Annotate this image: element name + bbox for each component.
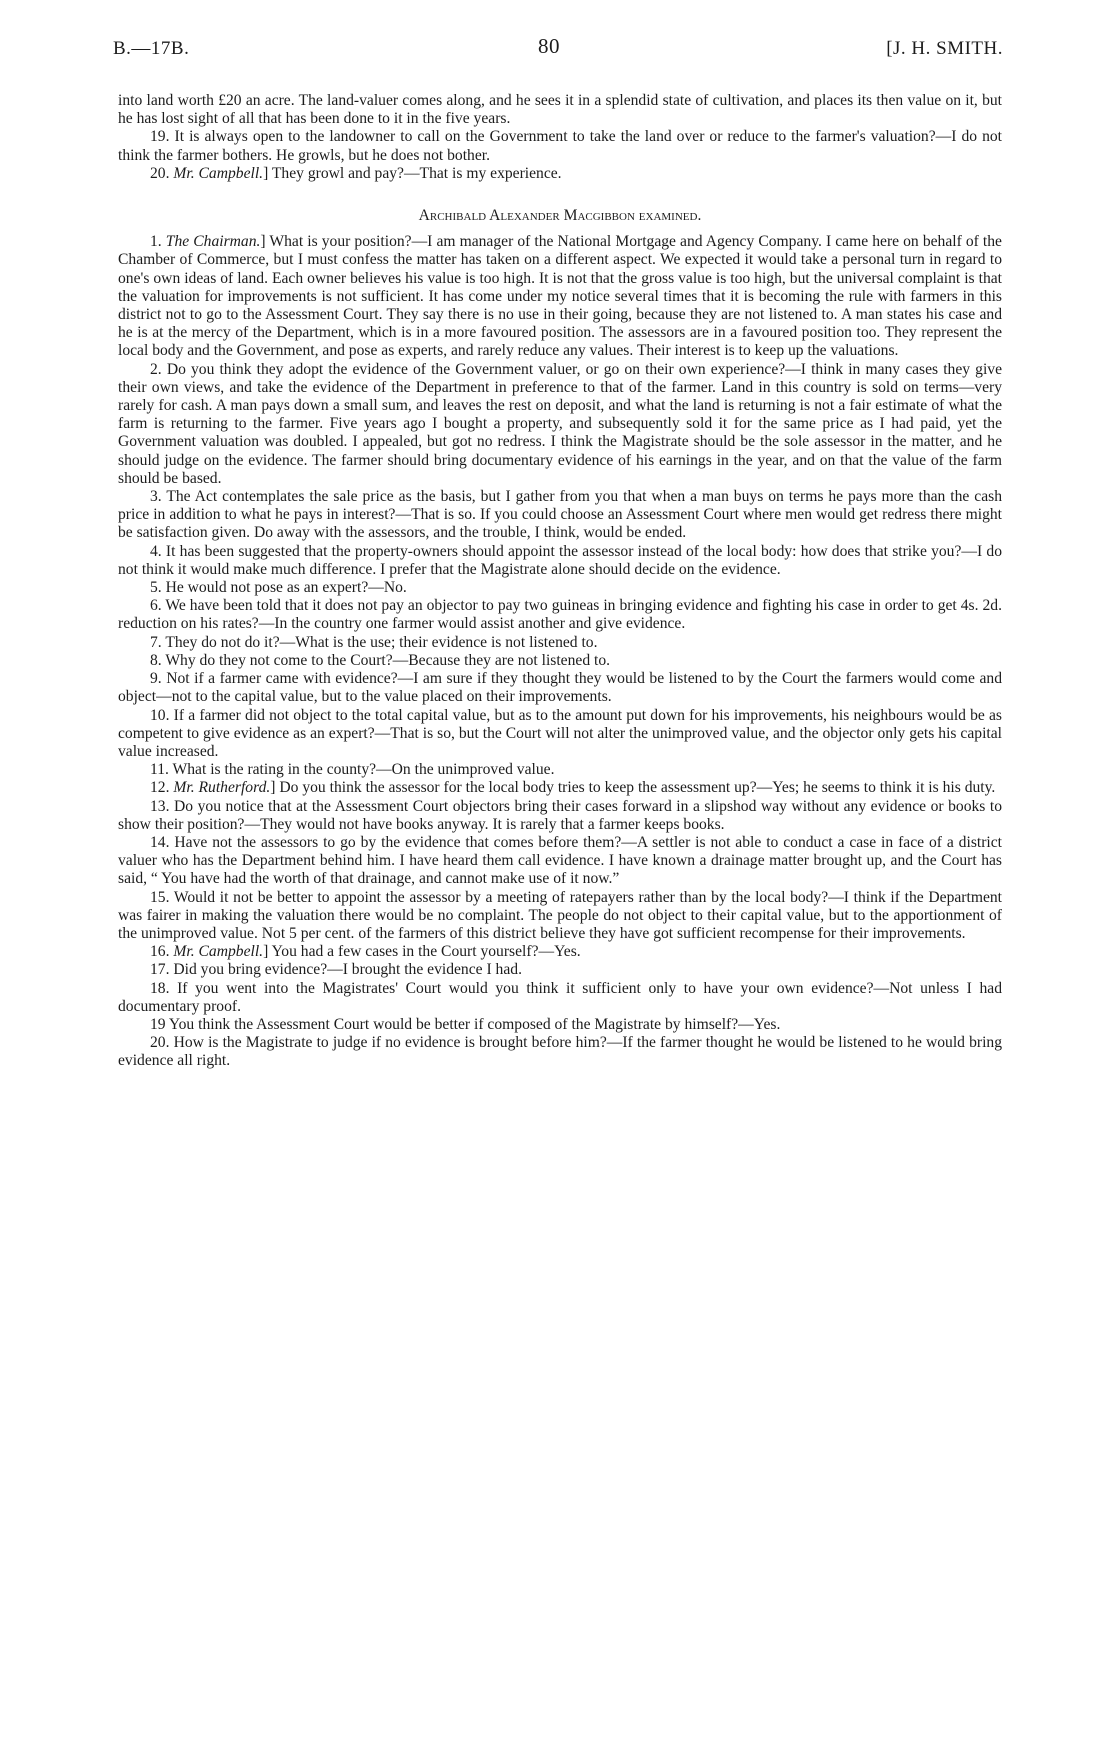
- question-text: He would not pose as an expert?—No.: [165, 579, 407, 597]
- question-paragraph: [118, 361, 1002, 488]
- question-text: Do you notice that at the Assessment Court objectors bring their cases forward in a slipshod way without any evidence or books to show their position?—They would not have books anyway. It is rarely that a farmer keeps books.: [118, 797, 1003, 833]
- question-text: You think the Assessment Court would be better if composed of the Magistrate by himself?—Yes.: [168, 1015, 781, 1033]
- question-paragraph: [118, 779, 1002, 797]
- question-number: 2.: [150, 360, 167, 378]
- question-paragraph: [118, 488, 1002, 543]
- speaker-name: Mr. Campbell.: [173, 164, 264, 182]
- question-number: 12.: [150, 779, 174, 797]
- question-text: If a farmer did not object to the total capital value, but as to the amount put down for his improvements, his neighbours would be as competent to give evidence as an expert?—That is so, but the Court will not alter the unimproved value, and the objector only gets his capital value increased.: [118, 706, 1002, 760]
- question-text: Do you think they adopt the evidence of the Government valuer, or go on their own experience?—I think in many cases they give their own views, and take the evidence of the Department in preference to that of the farmer. Land in this country is sold on terms—very rarely for cash. A man pays down a small sum, and leaves the rest on deposit, and what the land is returning is not a fair estimate of what the farm is returning to the farmer. Five years ago I bought a property, and subsequently sold it for the same price as I had paid, yet the Government valuation was doubled. I appealed, but got no redress. I think the Magistrate should be the sole assessor in the matter, and he should judge on the evidence. The farmer should bring documentary evidence of his earnings in the year, and on that the value of the farm should be based.: [118, 360, 1003, 487]
- question-text: What is the rating in the county?—On the unimproved value.: [172, 761, 555, 779]
- question-text: It has been suggested that the property-owners should appoint the assessor instead of the local body: how does that strike you?—I do not think it would make much difference. I prefer that the Magistrate alone should decide on the evidence.: [118, 542, 1002, 578]
- question-text: If you went into the Magistrates' Court would you think it sufficient only to have your own evidence?—Not unless I had documentary proof.: [118, 979, 1002, 1015]
- question-paragraph: [118, 670, 1002, 706]
- question-paragraph: [118, 233, 1002, 360]
- question-text: Have not the assessors to go by the evidence that comes before them?—A settler is not able to conduct a case in face of a district valuer who has the Department behind him. I have heard them call evidence. I have known a drainage matter brought up, and the Court has said, “ You have had the worth of that drainage, and cannot make use of it now.”: [118, 833, 1002, 888]
- question-paragraph: [118, 798, 1002, 834]
- paragraph-q19-previous: 19. It is always open to the landowner to call on the Government to take the land over or reduce to the farmer's valuation?—I do not think the farmer bothers. He growls, but he does not bother.: [118, 128, 1002, 164]
- question-number: 7.: [150, 633, 166, 651]
- question-paragraph: [118, 761, 1002, 779]
- question-text: The Act contemplates the sale price as the basis, but I gather from you that when a man buys on terms he pays more than the cash price in addition to what he pays in interest?—That is so. If you could choose an Assessment Court where men would get redress there might be satisfaction given. Do away with the assessors, and the trouble, I think, would be ended.: [118, 488, 1003, 542]
- witness-name: [J. H. SMITH.: [886, 38, 1003, 59]
- question-text: Did you bring evidence?—I brought the evidence I had.: [173, 961, 522, 979]
- question-number: 20.: [150, 1034, 174, 1052]
- question-number: 8.: [150, 651, 166, 669]
- question-text: Why do they not come to the Court?—Because they are not listened to.: [165, 651, 611, 669]
- question-paragraph: [118, 543, 1002, 579]
- question-paragraph: [118, 943, 1002, 961]
- question-number: 5.: [150, 579, 166, 597]
- question-text: How is the Magistrate to judge if no evidence is brought before him?—If the farmer thought he would be listened to he would bring evidence all right.: [118, 1034, 1003, 1070]
- question-text: ] Do you think the assessor for the local body tries to keep the assessment up?—Yes; he seems to think it is his duty.: [270, 779, 996, 797]
- question-paragraph: [118, 889, 1002, 944]
- speaker-name: Mr. Rutherford.: [173, 779, 271, 797]
- question-number: 13.: [150, 797, 175, 815]
- question-number: 4.: [150, 542, 166, 560]
- question-number: 1.: [150, 233, 166, 251]
- question-paragraph: [118, 1034, 1002, 1070]
- page-header: [113, 34, 1003, 68]
- question-text: They do not do it?—What is the use; their evidence is not listened to.: [165, 633, 598, 651]
- question-number: 9.: [150, 670, 167, 688]
- question-paragraph: [118, 652, 1002, 670]
- page-number: 80: [538, 34, 560, 58]
- question-number: 10.: [150, 706, 174, 724]
- section-heading: Archibald Alexander Macgibbon examined.: [418, 207, 702, 225]
- question-paragraph: [118, 707, 1002, 762]
- question-text: ] They growl and pay?—That is my experience.: [263, 164, 562, 182]
- question-number: 15.: [150, 888, 174, 906]
- question-text: Would it not be better to appoint the assessor by a meeting of ratepayers rather than by the local body?—I think if the Department was fairer in making the valuation there would be no complaint. The people do not object to their capital value, but to the apportionment of the unimproved value. Not 5 per cent. of the farmers of this district believe they have got sufficient recompense for their improvements.: [118, 888, 1002, 942]
- question-number: 3.: [150, 488, 167, 506]
- question-number: 11.: [150, 761, 173, 779]
- question-paragraph: [118, 961, 1002, 979]
- speaker-name: Mr. Campbell.: [173, 943, 264, 961]
- question-paragraph: [118, 1016, 1002, 1034]
- question-paragraph: [118, 980, 1002, 1016]
- paragraph-q20-previous: [118, 165, 1002, 183]
- question-paragraph: [118, 834, 1002, 889]
- document-reference: B.—17B.: [113, 38, 190, 59]
- question-list: [118, 233, 1002, 1070]
- question-text: ] What is your position?—I am manager of the National Mortgage and Agency Company. I came here on behalf of the Chamber of Commerce, but I must confess the matter has taken on a different aspect. We expected it would take a personal turn in regard to one's own ideas of land. Each owner believes his value is too high. It is not that the gross value is too high, but the universal complaint is that the valuation for improvements is not sufficient. It has come under my notice several times that it is becoming the rule with farmers in this district not to go to the Assessment Court. They say there is no use in their going, because they are not listened to. A man states his case and he is at the mercy of the Department, which is in a more favoured position. The assessors are in a favoured position too. They represent the local body and the Government, and pose as experts, and rarely reduce any values. Their interest is to keep up the valuations.: [118, 233, 1002, 360]
- question-paragraph: [118, 634, 1002, 652]
- page-body: [118, 92, 1002, 1071]
- question-paragraph: [118, 579, 1002, 597]
- question-number: 19: [150, 1015, 169, 1033]
- question-number: 18.: [150, 979, 178, 997]
- question-text: We have been told that it does not pay an objector to pay two guineas in bringing evidence and fighting his case in order to get 4s. 2d. reduction on his rates?—In the country one farmer would assist another and give evidence.: [118, 597, 1002, 633]
- question-text: Not if a farmer came with evidence?—I am sure if they thought they would be listened to by the Court the farmers would come and object—not to the capital value, but to the value placed on their improvements.: [118, 670, 1002, 706]
- question-number: 6.: [150, 597, 166, 615]
- speaker-name: The Chairman.: [165, 233, 261, 251]
- question-number: 20.: [150, 164, 170, 182]
- question-number: 14.: [150, 833, 175, 851]
- question-text: ] You had a few cases in the Court yourself?—Yes.: [263, 943, 581, 961]
- question-number: 16.: [150, 943, 174, 961]
- question-paragraph: [118, 597, 1002, 633]
- question-number: 17.: [150, 961, 174, 979]
- continuation-paragraph: into land worth £20 an acre. The land-valuer comes along, and he sees it in a splendid state of cultivation, and places its then value on it, but he has lost sight of all that has been done to it in the five years.: [118, 92, 1002, 128]
